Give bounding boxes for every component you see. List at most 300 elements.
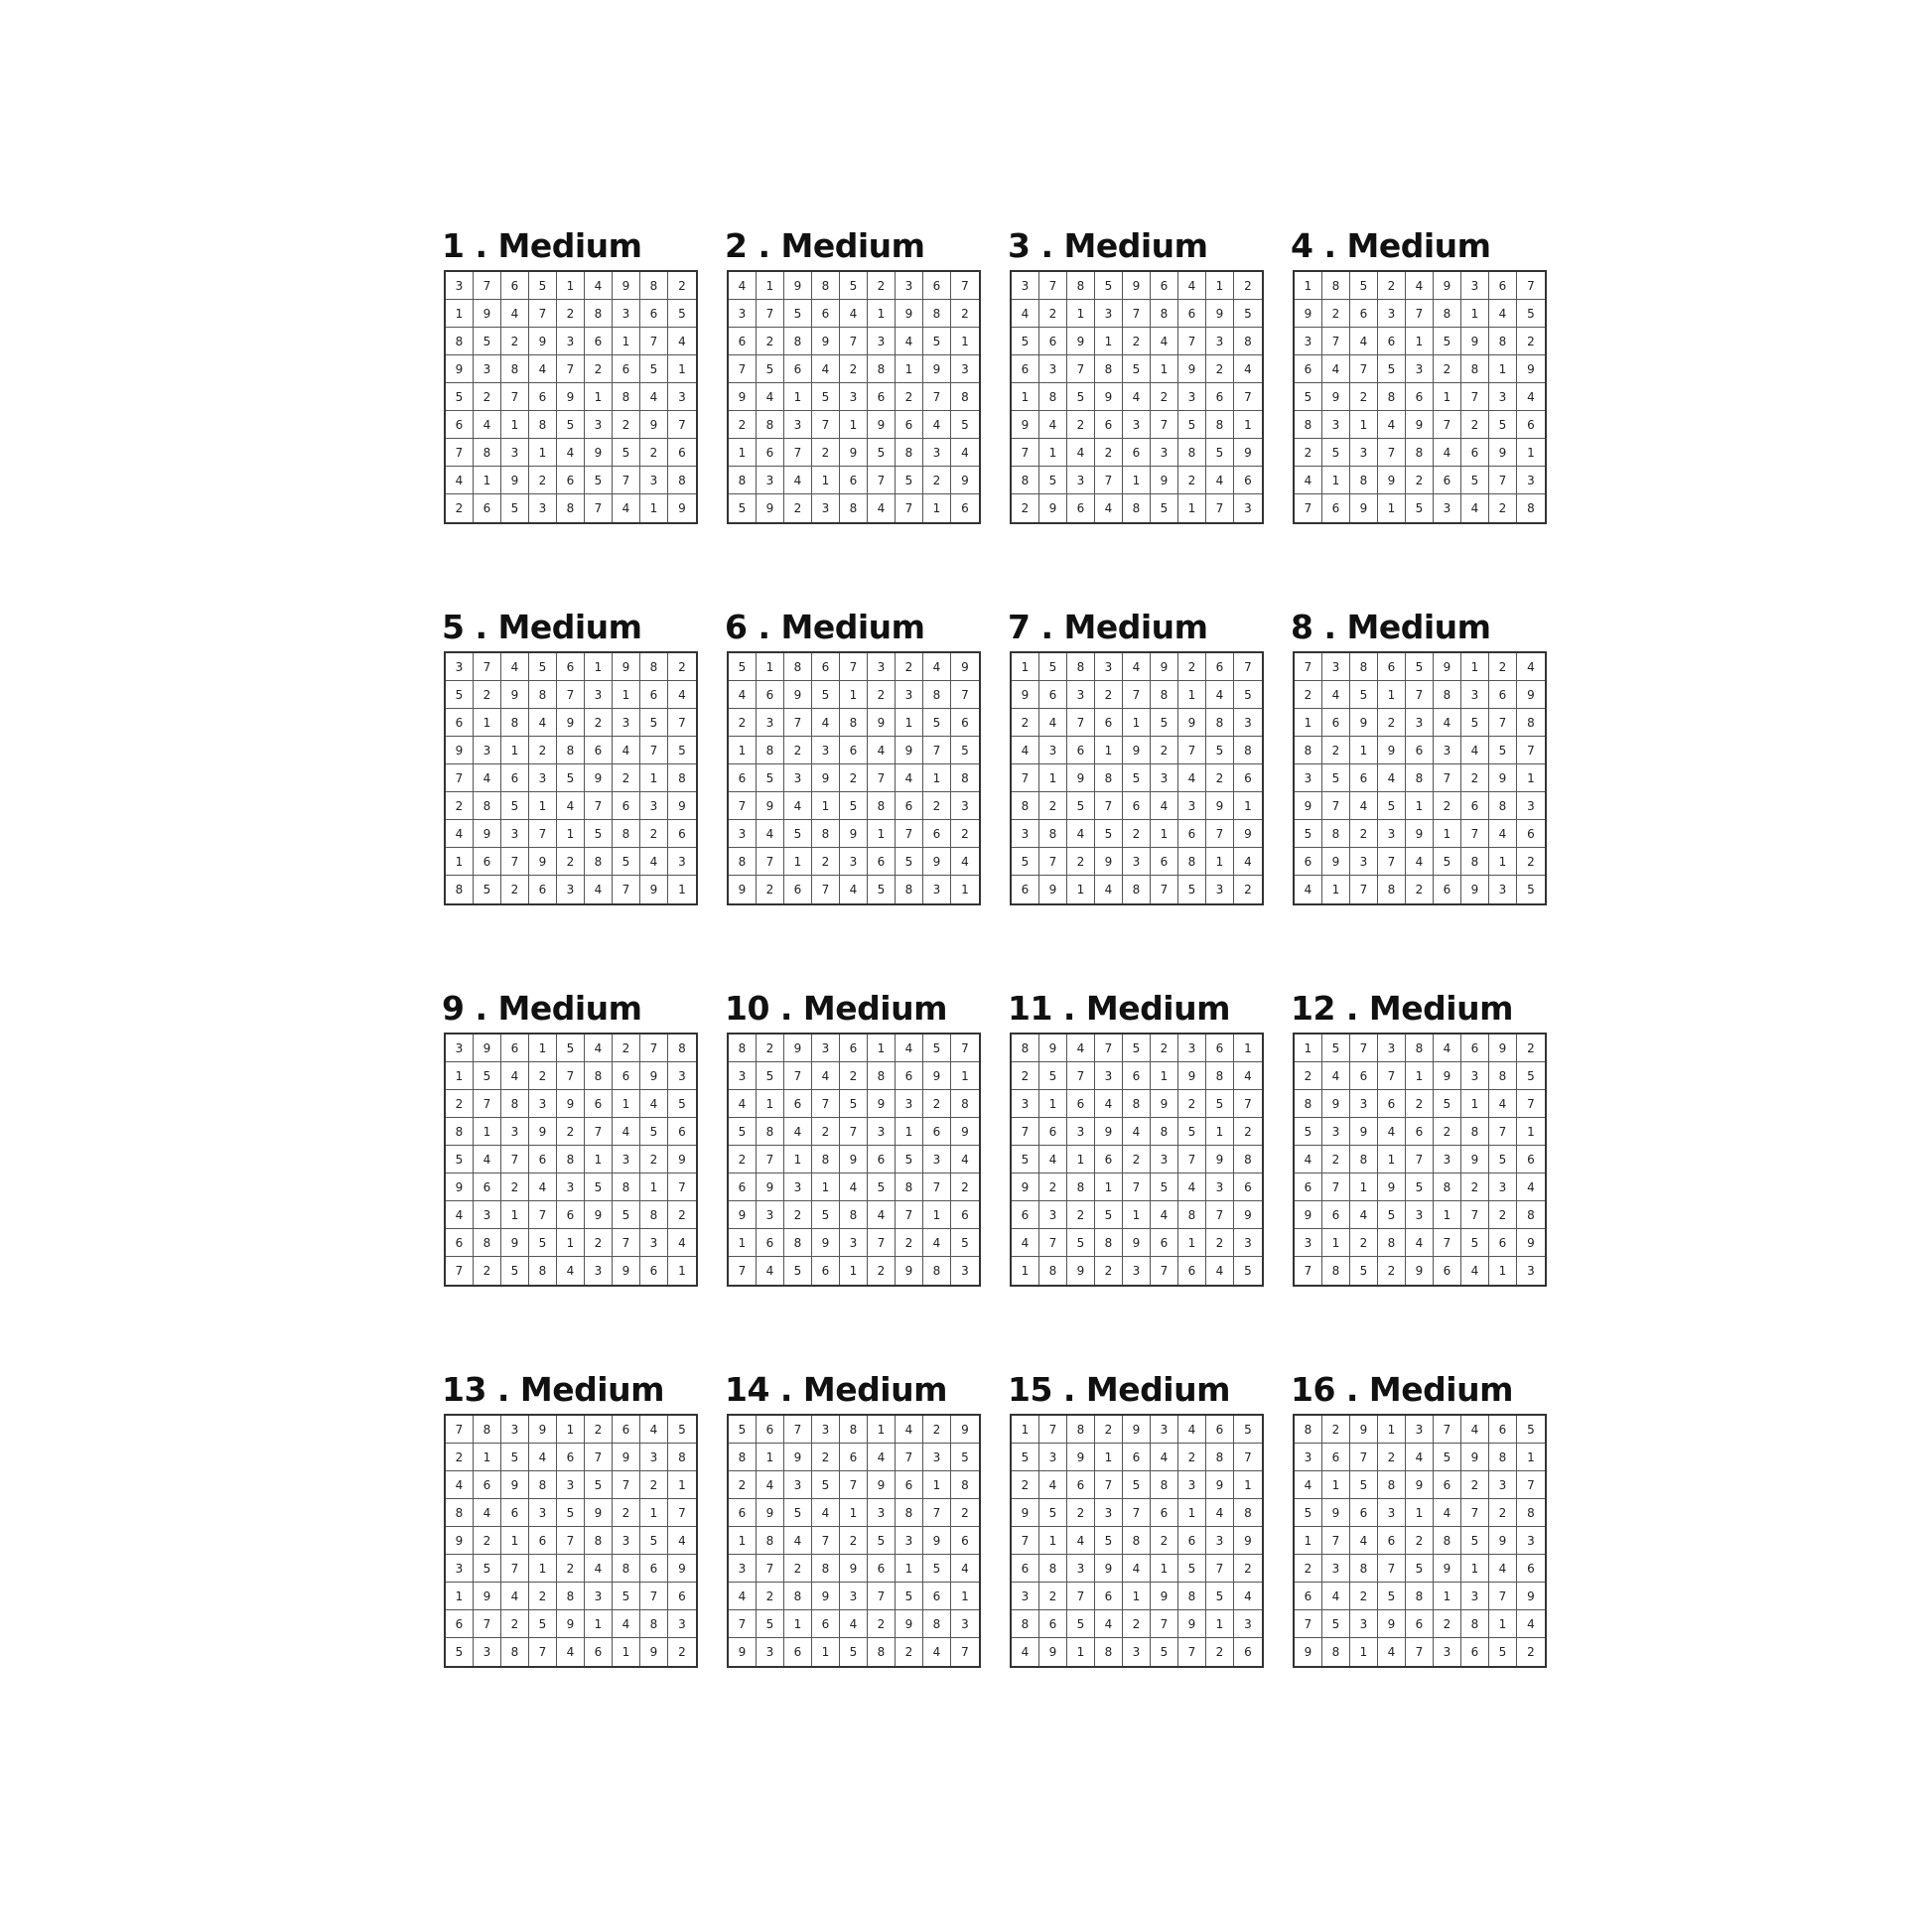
grid-cell: 4: [868, 737, 896, 764]
grid-cell: 6: [1406, 1610, 1434, 1638]
grid-cell: 6: [474, 494, 501, 522]
grid-cell: 2: [1517, 848, 1545, 876]
grid-cell: 3: [1406, 355, 1434, 383]
grid-cell: 7: [840, 1118, 868, 1146]
grid-cell: 1: [1095, 1173, 1123, 1201]
grid-cell: 3: [1123, 1257, 1151, 1285]
grid-cell: 8: [729, 467, 757, 494]
grid-cell: 7: [1295, 1610, 1322, 1638]
grid-cell: 3: [1123, 1638, 1151, 1666]
grid-cell: 6: [585, 1090, 613, 1118]
grid-cell: 6: [1434, 1471, 1461, 1499]
grid-cell: 6: [1067, 494, 1095, 522]
grid-cell: 5: [1234, 681, 1262, 709]
grid-cell: 5: [557, 1499, 585, 1527]
sudoku-grid: [1293, 1033, 1547, 1287]
grid-cell: 8: [1178, 439, 1206, 467]
grid-cell: 8: [1039, 820, 1067, 848]
grid-cell: 3: [923, 1146, 951, 1173]
grid-cell: 9: [585, 764, 613, 792]
grid-cell: 5: [1123, 355, 1151, 383]
grid-cell: 2: [1461, 1471, 1489, 1499]
grid-cell: 3: [896, 1527, 923, 1555]
grid-cell: 6: [1151, 1499, 1178, 1527]
grid-cell: 1: [1489, 848, 1517, 876]
grid-cell: 4: [1123, 1118, 1151, 1146]
grid-cell: 1: [1039, 1527, 1067, 1555]
grid-cell: 6: [1039, 1118, 1067, 1146]
grid-cell: 1: [1067, 1146, 1095, 1173]
grid-cell: 2: [868, 1610, 896, 1638]
grid-cell: 4: [501, 300, 529, 328]
grid-cell: 2: [868, 1257, 896, 1285]
grid-cell: 8: [446, 328, 474, 355]
grid-cell: 9: [474, 300, 501, 328]
grid-cell: 4: [1178, 1416, 1206, 1444]
grid-cell: 2: [1151, 1527, 1178, 1555]
grid-cell: 7: [1123, 1499, 1151, 1527]
grid-cell: 9: [812, 328, 840, 355]
grid-cell: 6: [1095, 411, 1123, 439]
puzzle-title: 9 . Medium: [442, 989, 642, 1028]
grid-cell: 9: [951, 653, 979, 681]
grid-cell: 5: [1151, 494, 1178, 522]
grid-cell: 2: [668, 1201, 696, 1229]
grid-cell: 6: [1012, 1555, 1039, 1583]
grid-cell: 4: [640, 383, 668, 411]
grid-cell: 9: [757, 494, 784, 522]
grid-cell: 5: [501, 1257, 529, 1285]
grid-cell: 3: [1234, 709, 1262, 737]
grid-cell: 8: [784, 653, 812, 681]
grid-cell: 8: [896, 876, 923, 903]
grid-cell: 6: [923, 1118, 951, 1146]
grid-cell: 6: [1206, 1416, 1234, 1444]
grid-cell: 4: [868, 1444, 896, 1471]
grid-cell: 4: [840, 300, 868, 328]
grid-cell: 7: [613, 876, 640, 903]
grid-cell: 9: [1295, 300, 1322, 328]
grid-cell: 4: [557, 1638, 585, 1666]
grid-cell: 4: [840, 876, 868, 903]
grid-cell: 5: [1434, 1090, 1461, 1118]
grid-cell: 2: [1123, 820, 1151, 848]
grid-cell: 8: [784, 1229, 812, 1257]
grid-cell: 2: [1012, 1471, 1039, 1499]
grid-cell: 2: [668, 653, 696, 681]
grid-cell: 2: [585, 1416, 613, 1444]
grid-cell: 7: [1322, 1173, 1350, 1201]
grid-cell: 8: [501, 1090, 529, 1118]
grid-cell: 2: [474, 681, 501, 709]
grid-cell: 1: [784, 1610, 812, 1638]
grid-cell: 1: [1095, 328, 1123, 355]
grid-cell: 3: [1206, 1527, 1234, 1555]
grid-cell: 5: [812, 1471, 840, 1499]
grid-cell: 5: [668, 1416, 696, 1444]
grid-cell: 9: [1095, 1555, 1123, 1583]
grid-cell: 2: [1489, 494, 1517, 522]
grid-cell: 4: [1039, 709, 1067, 737]
grid-cell: 6: [923, 820, 951, 848]
grid-cell: 1: [613, 328, 640, 355]
grid-cell: 9: [1489, 439, 1517, 467]
grid-cell: 1: [1406, 328, 1434, 355]
grid-cell: 2: [1095, 439, 1123, 467]
grid-cell: 7: [446, 764, 474, 792]
grid-cell: 8: [868, 1062, 896, 1090]
grid-cell: 3: [585, 411, 613, 439]
grid-cell: 8: [446, 876, 474, 903]
grid-cell: 7: [557, 1527, 585, 1555]
grid-cell: 1: [896, 1118, 923, 1146]
grid-cell: 8: [613, 1173, 640, 1201]
grid-cell: 3: [1461, 681, 1489, 709]
grid-cell: 2: [640, 1146, 668, 1173]
grid-cell: 2: [1039, 792, 1067, 820]
grid-cell: 6: [1489, 1416, 1517, 1444]
grid-cell: 2: [585, 709, 613, 737]
grid-cell: 9: [1039, 1035, 1067, 1062]
grid-cell: 9: [1295, 1201, 1322, 1229]
grid-cell: 6: [868, 848, 896, 876]
grid-cell: 4: [1517, 1610, 1545, 1638]
grid-cell: 7: [812, 1527, 840, 1555]
grid-cell: 6: [1322, 494, 1350, 522]
puzzle-title: 13 . Medium: [442, 1370, 664, 1409]
grid-cell: 2: [1295, 439, 1322, 467]
grid-cell: 7: [757, 848, 784, 876]
grid-cell: 5: [613, 439, 640, 467]
grid-cell: 6: [1295, 355, 1322, 383]
grid-cell: 3: [474, 737, 501, 764]
grid-cell: 6: [1378, 1527, 1406, 1555]
grid-cell: 9: [812, 1229, 840, 1257]
grid-cell: 3: [585, 681, 613, 709]
grid-cell: 8: [640, 1610, 668, 1638]
grid-cell: 6: [812, 300, 840, 328]
grid-cell: 7: [501, 1146, 529, 1173]
grid-cell: 4: [1378, 1638, 1406, 1666]
grid-cell: 6: [613, 355, 640, 383]
grid-cell: 7: [868, 764, 896, 792]
grid-cell: 4: [784, 792, 812, 820]
grid-cell: 7: [784, 439, 812, 467]
grid-cell: 5: [784, 1499, 812, 1527]
grid-cell: 2: [923, 467, 951, 494]
grid-cell: 1: [840, 1257, 868, 1285]
grid-cell: 7: [1350, 355, 1378, 383]
grid-cell: 5: [1406, 653, 1434, 681]
grid-cell: 3: [1322, 1118, 1350, 1146]
grid-cell: 9: [1234, 1527, 1262, 1555]
grid-cell: 3: [1067, 1555, 1095, 1583]
grid-cell: 8: [1151, 300, 1178, 328]
grid-cell: 3: [1123, 411, 1151, 439]
grid-cell: 3: [501, 1416, 529, 1444]
grid-cell: 9: [1234, 820, 1262, 848]
grid-cell: 2: [1234, 1555, 1262, 1583]
grid-cell: 3: [868, 1118, 896, 1146]
grid-cell: 5: [640, 1118, 668, 1146]
grid-cell: 5: [784, 300, 812, 328]
grid-cell: 2: [1234, 272, 1262, 300]
grid-cell: 5: [896, 467, 923, 494]
grid-cell: 6: [1178, 1527, 1206, 1555]
grid-cell: 6: [529, 383, 557, 411]
grid-cell: 8: [757, 737, 784, 764]
grid-cell: 1: [1123, 467, 1151, 494]
grid-cell: 6: [729, 764, 757, 792]
grid-cell: 7: [1378, 1555, 1406, 1583]
grid-cell: 7: [1350, 1035, 1378, 1062]
grid-cell: 9: [1378, 1610, 1406, 1638]
grid-cell: 6: [446, 1229, 474, 1257]
grid-cell: 2: [1178, 467, 1206, 494]
grid-cell: 3: [951, 355, 979, 383]
grid-cell: 1: [1206, 272, 1234, 300]
grid-cell: 6: [1123, 1062, 1151, 1090]
grid-cell: 1: [1350, 1173, 1378, 1201]
grid-cell: 3: [501, 439, 529, 467]
grid-cell: 6: [668, 1583, 696, 1610]
grid-cell: 5: [1489, 411, 1517, 439]
grid-cell: 7: [1517, 272, 1545, 300]
sudoku-grid: [1010, 651, 1264, 905]
sudoku-puzzle-15: [1010, 1370, 1270, 1668]
grid-cell: 8: [474, 1229, 501, 1257]
grid-cell: 7: [668, 1499, 696, 1527]
grid-cell: 3: [1039, 737, 1067, 764]
grid-cell: 9: [1234, 1201, 1262, 1229]
grid-cell: 2: [613, 1499, 640, 1527]
grid-cell: 7: [1123, 1173, 1151, 1201]
grid-cell: 4: [1434, 709, 1461, 737]
grid-cell: 1: [668, 355, 696, 383]
grid-cell: 5: [1095, 272, 1123, 300]
sudoku-grid: [1010, 270, 1264, 524]
grid-cell: 7: [896, 494, 923, 522]
grid-cell: 9: [1378, 1173, 1406, 1201]
grid-cell: 5: [1322, 439, 1350, 467]
grid-cell: 8: [784, 1583, 812, 1610]
grid-cell: 6: [868, 1146, 896, 1173]
grid-cell: 2: [1067, 1201, 1095, 1229]
grid-cell: 1: [1434, 1583, 1461, 1610]
grid-cell: 9: [1206, 792, 1234, 820]
grid-cell: 5: [1517, 300, 1545, 328]
grid-cell: 7: [1406, 300, 1434, 328]
grid-cell: 9: [1406, 1257, 1434, 1285]
grid-cell: 1: [529, 792, 557, 820]
grid-cell: 9: [1350, 709, 1378, 737]
grid-cell: 8: [923, 681, 951, 709]
grid-cell: 5: [1406, 1173, 1434, 1201]
grid-cell: 2: [1489, 653, 1517, 681]
grid-cell: 2: [757, 876, 784, 903]
grid-cell: 5: [729, 1118, 757, 1146]
grid-cell: 3: [585, 1583, 613, 1610]
grid-cell: 2: [446, 1090, 474, 1118]
grid-cell: 8: [729, 1035, 757, 1062]
grid-cell: 4: [1178, 1173, 1206, 1201]
grid-cell: 8: [868, 792, 896, 820]
grid-cell: 7: [784, 709, 812, 737]
grid-cell: 9: [1517, 1583, 1545, 1610]
grid-cell: 7: [1095, 467, 1123, 494]
grid-cell: 7: [1234, 1090, 1262, 1118]
grid-cell: 6: [557, 1201, 585, 1229]
grid-cell: 1: [923, 1471, 951, 1499]
grid-cell: 7: [1461, 820, 1489, 848]
grid-cell: 7: [613, 1229, 640, 1257]
grid-cell: 4: [1378, 411, 1406, 439]
grid-cell: 6: [1123, 439, 1151, 467]
grid-cell: 3: [446, 653, 474, 681]
grid-cell: 4: [1151, 792, 1178, 820]
grid-cell: 2: [896, 383, 923, 411]
grid-cell: 7: [1095, 792, 1123, 820]
grid-cell: 5: [1378, 1583, 1406, 1610]
puzzle-title: 3 . Medium: [1008, 226, 1208, 265]
grid-cell: 6: [529, 1146, 557, 1173]
grid-cell: 7: [529, 820, 557, 848]
grid-cell: 1: [501, 737, 529, 764]
grid-cell: 7: [529, 1201, 557, 1229]
grid-cell: 6: [961, 501, 969, 515]
grid-cell: 7: [1012, 439, 1039, 467]
grid-cell: 5: [501, 1444, 529, 1471]
grid-cell: 3: [729, 1555, 757, 1583]
grid-cell: 1: [474, 709, 501, 737]
grid-cell: 9: [1322, 848, 1350, 876]
grid-cell: 2: [1350, 1583, 1378, 1610]
grid-cell: 4: [640, 848, 668, 876]
grid-cell: 8: [640, 272, 668, 300]
grid-cell: 5: [1295, 383, 1322, 411]
grid-cell: 3: [529, 764, 557, 792]
sudoku-puzzle-1: [444, 226, 704, 524]
grid-cell: 3: [668, 1610, 696, 1638]
grid-cell: 2: [784, 494, 812, 522]
grid-cell: 1: [1350, 411, 1378, 439]
puzzle-title: 7 . Medium: [1008, 608, 1208, 646]
grid-cell: 3: [812, 494, 840, 522]
grid-cell: 2: [585, 1229, 613, 1257]
grid-cell: 6: [868, 383, 896, 411]
grid-cell: 8: [840, 494, 868, 522]
grid-cell: 9: [640, 876, 668, 903]
grid-cell: 8: [729, 1444, 757, 1471]
grid-cell: 1: [896, 355, 923, 383]
grid-cell: 4: [501, 1062, 529, 1090]
grid-cell: 9: [529, 1118, 557, 1146]
grid-cell: 7: [1151, 876, 1178, 903]
grid-cell: 1: [1322, 1471, 1350, 1499]
grid-cell: 9: [1012, 411, 1039, 439]
grid-cell: 3: [529, 1090, 557, 1118]
grid-cell: 1: [557, 1229, 585, 1257]
grid-cell: 6: [1206, 653, 1234, 681]
grid-cell: 4: [1234, 1583, 1262, 1610]
grid-cell: 1: [1434, 820, 1461, 848]
grid-cell: 3: [1489, 383, 1517, 411]
grid-cell: 5: [840, 1638, 868, 1666]
grid-cell: 4: [951, 848, 979, 876]
grid-cell: 8: [812, 272, 840, 300]
grid-cell: 1: [868, 1035, 896, 1062]
grid-cell: 2: [840, 764, 868, 792]
grid-cell: 1: [529, 439, 557, 467]
grid-cell: 3: [784, 1471, 812, 1499]
grid-cell: 4: [613, 494, 640, 522]
grid-cell: 8: [923, 1257, 951, 1285]
grid-cell: 9: [784, 1444, 812, 1471]
grid-cell: 8: [757, 1527, 784, 1555]
grid-cell: 2: [1067, 1499, 1095, 1527]
grid-cell: 8: [585, 300, 613, 328]
grid-cell: 4: [1067, 1527, 1095, 1555]
grid-cell: 8: [1151, 1471, 1178, 1499]
grid-cell: 6: [501, 1499, 529, 1527]
grid-cell: 1: [678, 1264, 686, 1278]
grid-cell: 5: [557, 764, 585, 792]
puzzle-title: 15 . Medium: [1008, 1370, 1230, 1409]
grid-cell: 7: [951, 272, 979, 300]
grid-cell: 6: [1012, 1201, 1039, 1229]
grid-cell: 4: [1067, 820, 1095, 848]
grid-cell: 2: [557, 1118, 585, 1146]
grid-cell: 8: [1461, 1118, 1489, 1146]
grid-cell: 8: [1151, 681, 1178, 709]
grid-cell: 5: [1378, 1201, 1406, 1229]
grid-cell: 2: [951, 820, 979, 848]
grid-cell: 5: [1067, 792, 1095, 820]
grid-cell: 4: [1517, 383, 1545, 411]
grid-cell: 3: [784, 1173, 812, 1201]
grid-cell: 2: [812, 439, 840, 467]
grid-cell: 3: [668, 848, 696, 876]
grid-cell: 7: [1434, 1229, 1461, 1257]
grid-cell: 6: [896, 1062, 923, 1090]
grid-cell: 1: [1378, 494, 1406, 522]
grid-cell: 5: [1295, 1118, 1322, 1146]
puzzle-title: 16 . Medium: [1291, 1370, 1513, 1409]
grid-cell: 5: [1295, 1499, 1322, 1527]
grid-cell: 7: [1295, 653, 1322, 681]
grid-cell: 8: [1234, 328, 1262, 355]
grid-cell: 6: [896, 1471, 923, 1499]
grid-cell: 2: [784, 737, 812, 764]
grid-cell: 2: [1123, 328, 1151, 355]
grid-cell: 5: [1434, 1444, 1461, 1471]
grid-cell: 2: [529, 737, 557, 764]
sudoku-puzzle-4: [1293, 226, 1553, 524]
grid-cell: 9: [840, 1146, 868, 1173]
grid-cell: 9: [1206, 300, 1234, 328]
grid-cell: 9: [1095, 848, 1123, 876]
grid-cell: 1: [757, 1444, 784, 1471]
grid-cell: 2: [923, 1090, 951, 1118]
grid-cell: 2: [585, 355, 613, 383]
grid-cell: 2: [446, 494, 474, 522]
grid-cell: 9: [729, 1638, 757, 1666]
grid-cell: 2: [729, 411, 757, 439]
grid-cell: 7: [1434, 764, 1461, 792]
grid-cell: 8: [1234, 1499, 1262, 1527]
grid-cell: 3: [1234, 1610, 1262, 1638]
grid-cell: 4: [474, 1146, 501, 1173]
